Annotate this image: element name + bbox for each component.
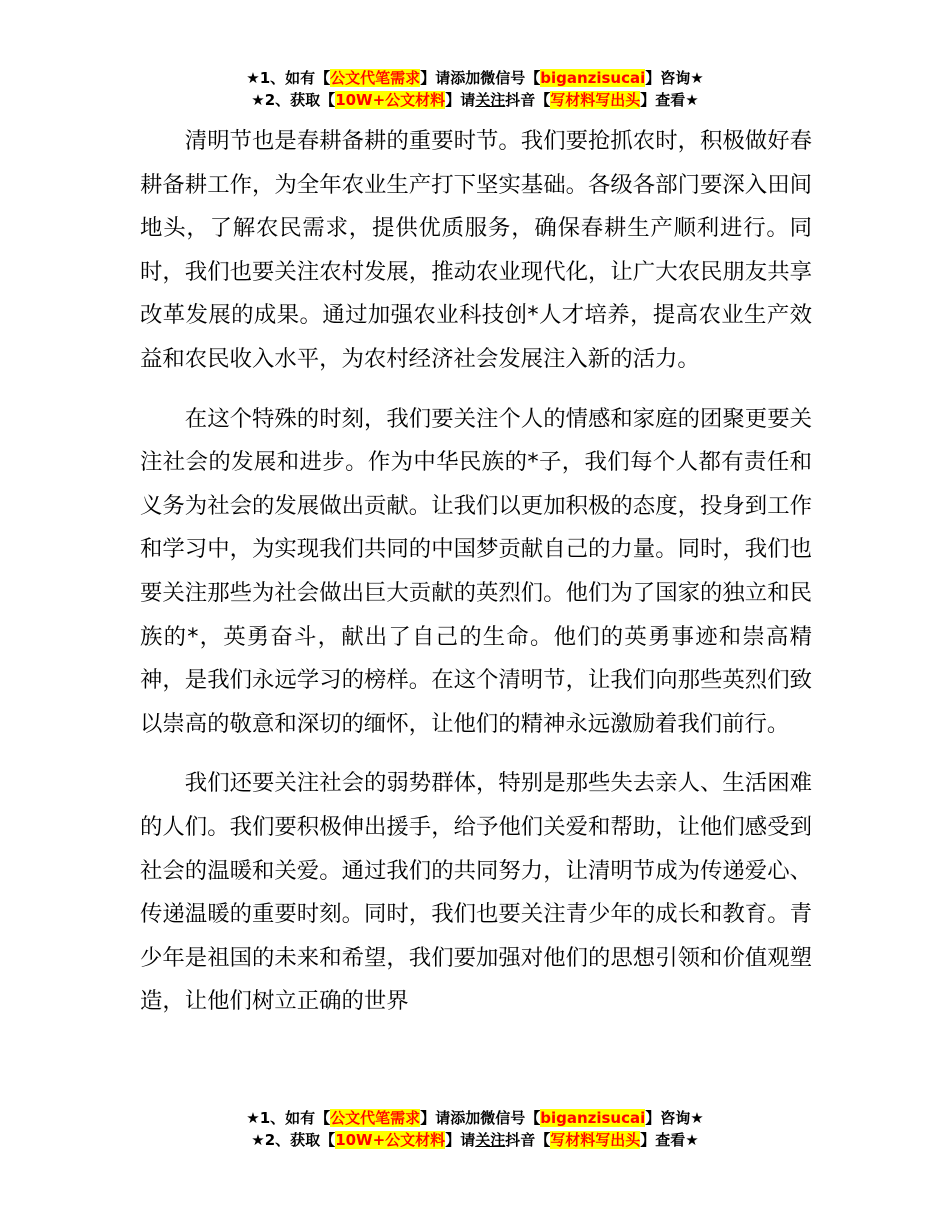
banner-text: 】查看★ (640, 1131, 699, 1149)
banner-line-2 (0, 1129, 950, 1151)
paragraph: 清明节也是春耕备耕的重要时节。我们要抢抓农时，积极做好春耕备耕工作，为全年农业生产打下坚实基础。各级各部门要深入田间地头，了解农民需求，提供优质服务，确保春耕生产顺利进行。同时，我们也要关注农村发展，推动农业现代化，让广大农民朋友共享改革发展的成果。通过加强农业科技创*人才培养，提高农业生产效益和农民收入水平，为农村经济社会发展注入新的活力。 (140, 128, 812, 372)
banner-text: 】请 (445, 91, 476, 109)
banner-text: ★2、获取【 (251, 1131, 336, 1149)
header-banner (0, 67, 950, 111)
banner-text: 】请 (445, 1131, 476, 1149)
banner-text: ★1、如有【 (246, 69, 331, 87)
banner-text: ★2、获取【 (251, 91, 336, 109)
banner-text: 】查看★ (640, 91, 699, 109)
banner-text: 】请添加微信号【 (420, 69, 541, 87)
document-body (140, 120, 812, 1040)
banner-highlight: 公文代笔需求 (330, 1109, 421, 1127)
banner-highlight: 10W+公文材料 (335, 1131, 446, 1149)
banner-text: 抖音【 (505, 1131, 551, 1149)
banner-line-1 (0, 1107, 950, 1129)
banner-underlined-text: 关注 (475, 91, 506, 109)
paragraph: 在这个特殊的时刻，我们要关注个人的情感和家庭的团聚更要关注社会的发展和进步。作为中华民族的*子，我们每个人都有责任和义务为社会的发展做出贡献。让我们以更加积极的态度，投身到工作和学习中，为实现我们共同的中国梦贡献自己的力量。同时，我们也要关注那些为社会做出巨大贡献的英烈们。他们为了国家的独立和民族的*，英勇奋斗，献出了自己的生命。他们的英勇事迹和崇高精神，是我们永远学习的榜样。在这个清明节，让我们向那些英烈们致以崇高的敬意和深切的缅怀，让他们的精神永远激励着我们前行。 (140, 405, 812, 737)
banner-text: 抖音【 (505, 91, 551, 109)
paragraph: 我们还要关注社会的弱势群体，特别是那些失去亲人、生活困难的人们。我们要积极伸出援手，给予他们关爱和帮助，让他们感受到社会的温暖和关爱。通过我们的共同努力，让清明节成为传递爱心、传递温暖的重要时刻。同时，我们也要关注青少年的成长和教育。青少年是祖国的未来和希望，我们要加强对他们的思想引领和价值观塑造，让他们树立正确的世界 (140, 770, 812, 1015)
banner-text: 】咨询★ (645, 69, 704, 87)
banner-text: ★1、如有【 (246, 1109, 331, 1127)
banner-line-1 (0, 67, 950, 89)
banner-highlight-douyin: 写材料写出头 (550, 91, 641, 109)
banner-line-2 (0, 89, 950, 111)
banner-underlined-text: 关注 (475, 1131, 506, 1149)
banner-text: 】请添加微信号【 (420, 1109, 541, 1127)
banner-highlight: 10W+公文材料 (335, 91, 446, 109)
footer-banner (0, 1107, 950, 1151)
banner-highlight-wechat: biganzisucai (540, 1109, 646, 1127)
banner-highlight-douyin: 写材料写出头 (550, 1131, 641, 1149)
banner-highlight-wechat: biganzisucai (540, 69, 646, 87)
banner-text: 】咨询★ (645, 1109, 704, 1127)
banner-highlight: 公文代笔需求 (330, 69, 421, 87)
